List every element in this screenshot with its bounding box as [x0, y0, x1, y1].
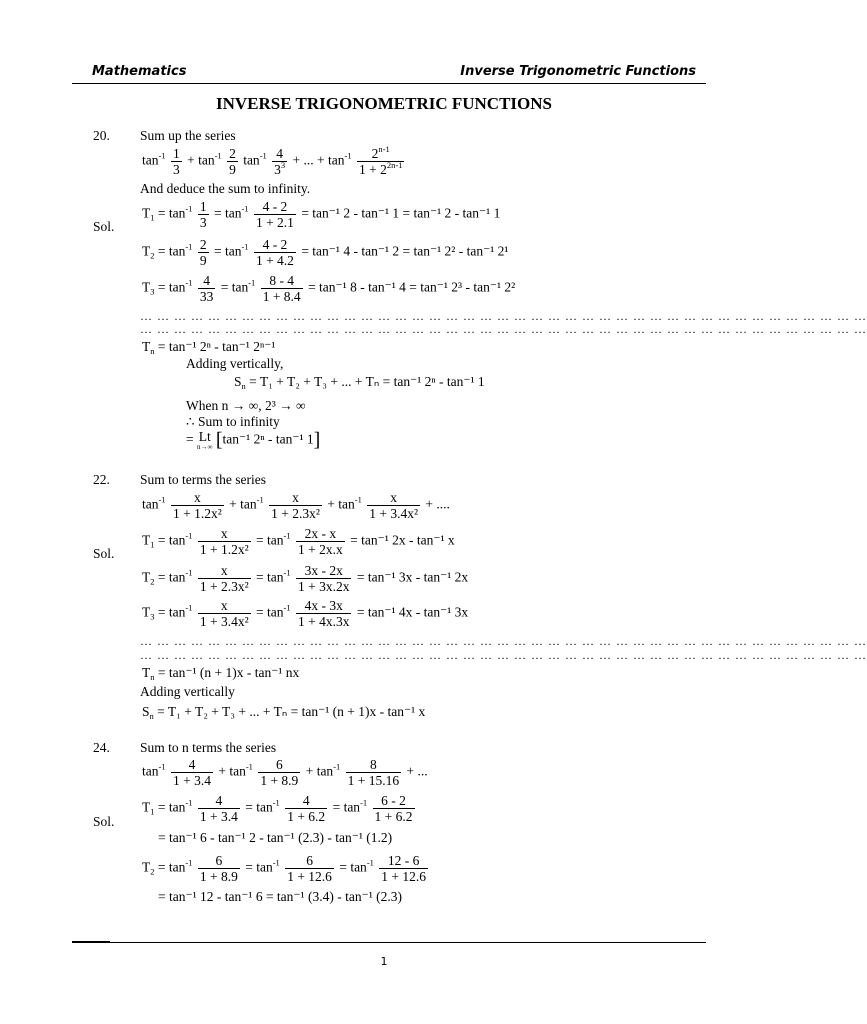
problem-22-number: 22. — [93, 472, 110, 487]
p22-Tn-line: $T_n = \tan^{-1}$ (n + 1)x - tan⁻¹ nx — [142, 665, 300, 682]
problem-24-series: $\tan^{-1}$ $\frac{4}{1 + 3.4}$ + $\tan^{-1}$ $\frac{6}{1 + 8.9}$ + $\tan^{-1}$ $\frac{8}{1 + 15.16}$ + ... — [142, 757, 428, 788]
problem-20-prompt: Sum up the series — [140, 128, 236, 143]
page-number: 1 — [380, 955, 388, 968]
problem-22-sol-label: Sol. — [93, 546, 115, 561]
p20-dots-row-1: … … … … … … … … … … … … … … … … … … … … … … … … … … … … … … … … … … … … … … … … … … … — [140, 309, 867, 323]
problem-24-sol-label: Sol. — [93, 814, 115, 829]
p24-T1-line-2: = tan⁻¹ 6 - tan⁻¹ 2 - tan⁻¹ (2.3) - tan⁻¹ (1.2) — [158, 830, 393, 845]
p20-limit-line: = Lt n→∞ [tan⁻¹ 2ⁿ - tan⁻¹ 1] — [186, 429, 321, 452]
problem-24-prompt: Sum to n terms the series — [140, 740, 277, 755]
problem-20-number: 20. — [93, 128, 110, 143]
p20-therefore-line: ∴ Sum to infinity — [186, 414, 280, 429]
problem-20-sol-label: Sol. — [93, 219, 115, 234]
p24-T2-line-2: = tan⁻¹ 12 - tan⁻¹ 6 = tan⁻¹ (3.4) - tan⁻¹ (2.3) — [158, 889, 402, 904]
p22-Sn-line: $S_n = T_1 + T_2 + T_3$ + ... + Tₙ = tan⁻¹ (n + 1)x - tan⁻¹ x — [142, 704, 426, 721]
running-header — [92, 64, 696, 82]
p22-adding-label: Adding vertically — [140, 684, 235, 699]
problem-22-prompt: Sum to terms the series — [140, 472, 266, 487]
problem-22-series: $\tan^{-1}$ $\frac{x}{\text{1 + 1.2x²}}$ + $\tan^{-1}$ $\frac{x}{\text{1 + 2.3x²}}$ + $\tan^{-1}$ $\frac{x}{\text{1 + 3.4x²}}$ + .... — [142, 490, 450, 521]
p22-dots-row-2: … … … … … … … … … … … … … … … … … … … … … … … … … … … … … … … … … … … … … … … … … … … — [140, 648, 867, 662]
header-subject: Mathematics — [92, 64, 187, 79]
p20-when-line: When n → ∞, 2³ → ∞ — [186, 398, 306, 413]
footer-rule — [72, 942, 706, 943]
p22-T2-line: $T_2 = \tan^{-1}$ $\frac{x}{\text{1 + 2.3x²}}$ = $\tan^{-1}$ $\frac{3x - 2x}{1 + 3x.2x}$ = tan⁻¹ 3x - tan⁻¹ 2x — [142, 563, 469, 594]
p20-Sn-line: $S_n = T_1 + T_2 + T_3$ + ... + Tₙ = tan⁻¹ 2ⁿ - tan⁻¹ 1 — [234, 374, 485, 391]
header-rule — [72, 83, 706, 84]
p20-adding-label: Adding vertically, — [186, 356, 284, 371]
problem-20-deduce: And deduce the sum to infinity. — [140, 181, 311, 196]
header-chapter: Inverse Trigonometric Functions — [460, 64, 696, 79]
page-title: INVERSE TRIGONOMETRIC FUNCTIONS — [216, 94, 552, 113]
p22-T3-line: $T_3 = \tan^{-1}$ $\frac{x}{\text{1 + 3.4x²}}$ = $\tan^{-1}$ $\frac{4x - 3x}{1 + 4x.3x}$ = tan⁻¹ 4x - tan⁻¹ 3x — [142, 598, 469, 629]
p24-T1-line: $T_1 = \tan^{-1}$ $\frac{4}{1 + 3.4}$ = $\tan^{-1}$ $\frac{4}{1 + 6.2}$ = $\tan^{-1}$ $\frac{6 - 2}{1 + 6.2}$ — [142, 793, 413, 824]
p20-T2-line: $T_2 = \tan^{-1}$ $\frac{2}{9}$ = $\tan^{-1}$ $\frac{4 - 2}{1 + 4.2}$ = tan⁻¹ 4 - tan⁻¹ 2 = tan⁻¹ 2² - tan⁻¹ 2¹ — [142, 237, 509, 268]
p20-dots-row-2: … … … … … … … … … … … … … … … … … … … … … … … … … … … … … … … … … … … … … … … … … … … — [140, 322, 867, 336]
p24-T2-line: $T_2 = \tan^{-1}$ $\frac{6}{1 + 8.9}$ = $\tan^{-1}$ $\frac{6}{1 + 12.6}$ = $\tan^{-1}$ $\frac{12 - 6}{1 + 12.6}$ — [142, 853, 427, 884]
p22-dots-row-1: … … … … … … … … … … … … … … … … … … … … … … … … … … … … … … … … … … … … … … … … … … … — [140, 634, 867, 648]
problem-24-number: 24. — [93, 740, 110, 755]
p20-T3-line: $T_3 = \tan^{-1}$ $\frac{4}{33}$ = $\tan^{-1}$ $\frac{8 - 4}{1 + 8.4}$ = tan⁻¹ 8 - tan⁻¹ 4 = tan⁻¹ 2³ - tan⁻¹ 2² — [142, 273, 516, 304]
p20-Tn-line: $T_n = \tan^{-1}$ 2ⁿ - tan⁻¹ 2ⁿ⁻¹ — [142, 339, 276, 356]
p20-T1-line: $T_1 = \tan^{-1}$ $\frac{1}{3}$ = $\tan^{-1}$ $\frac{4 - 2}{1 + 2.1}$ = tan⁻¹ 2 - tan⁻¹ 1 = tan⁻¹ 2 - tan⁻¹ 1 — [142, 199, 501, 230]
p22-T1-line: $T_1 = \tan^{-1}$ $\frac{x}{\text{1 + 1.2x²}}$ = $\tan^{-1}$ $\frac{2x - x}{1 + 2x.x}$ = tan⁻¹ 2x - tan⁻¹ x — [142, 526, 455, 557]
problem-20-series: $\tan^{-1}$ $\frac{1}{3}$ + $\tan^{-1}$ $\frac{2}{9}$ $\tan^{-1}$ $\frac{4}{3^3}$ + ... + $\tan^{-1}$ $\frac{2^{n-1}}{1 + 2^{2n-1}}$ — [142, 144, 403, 177]
